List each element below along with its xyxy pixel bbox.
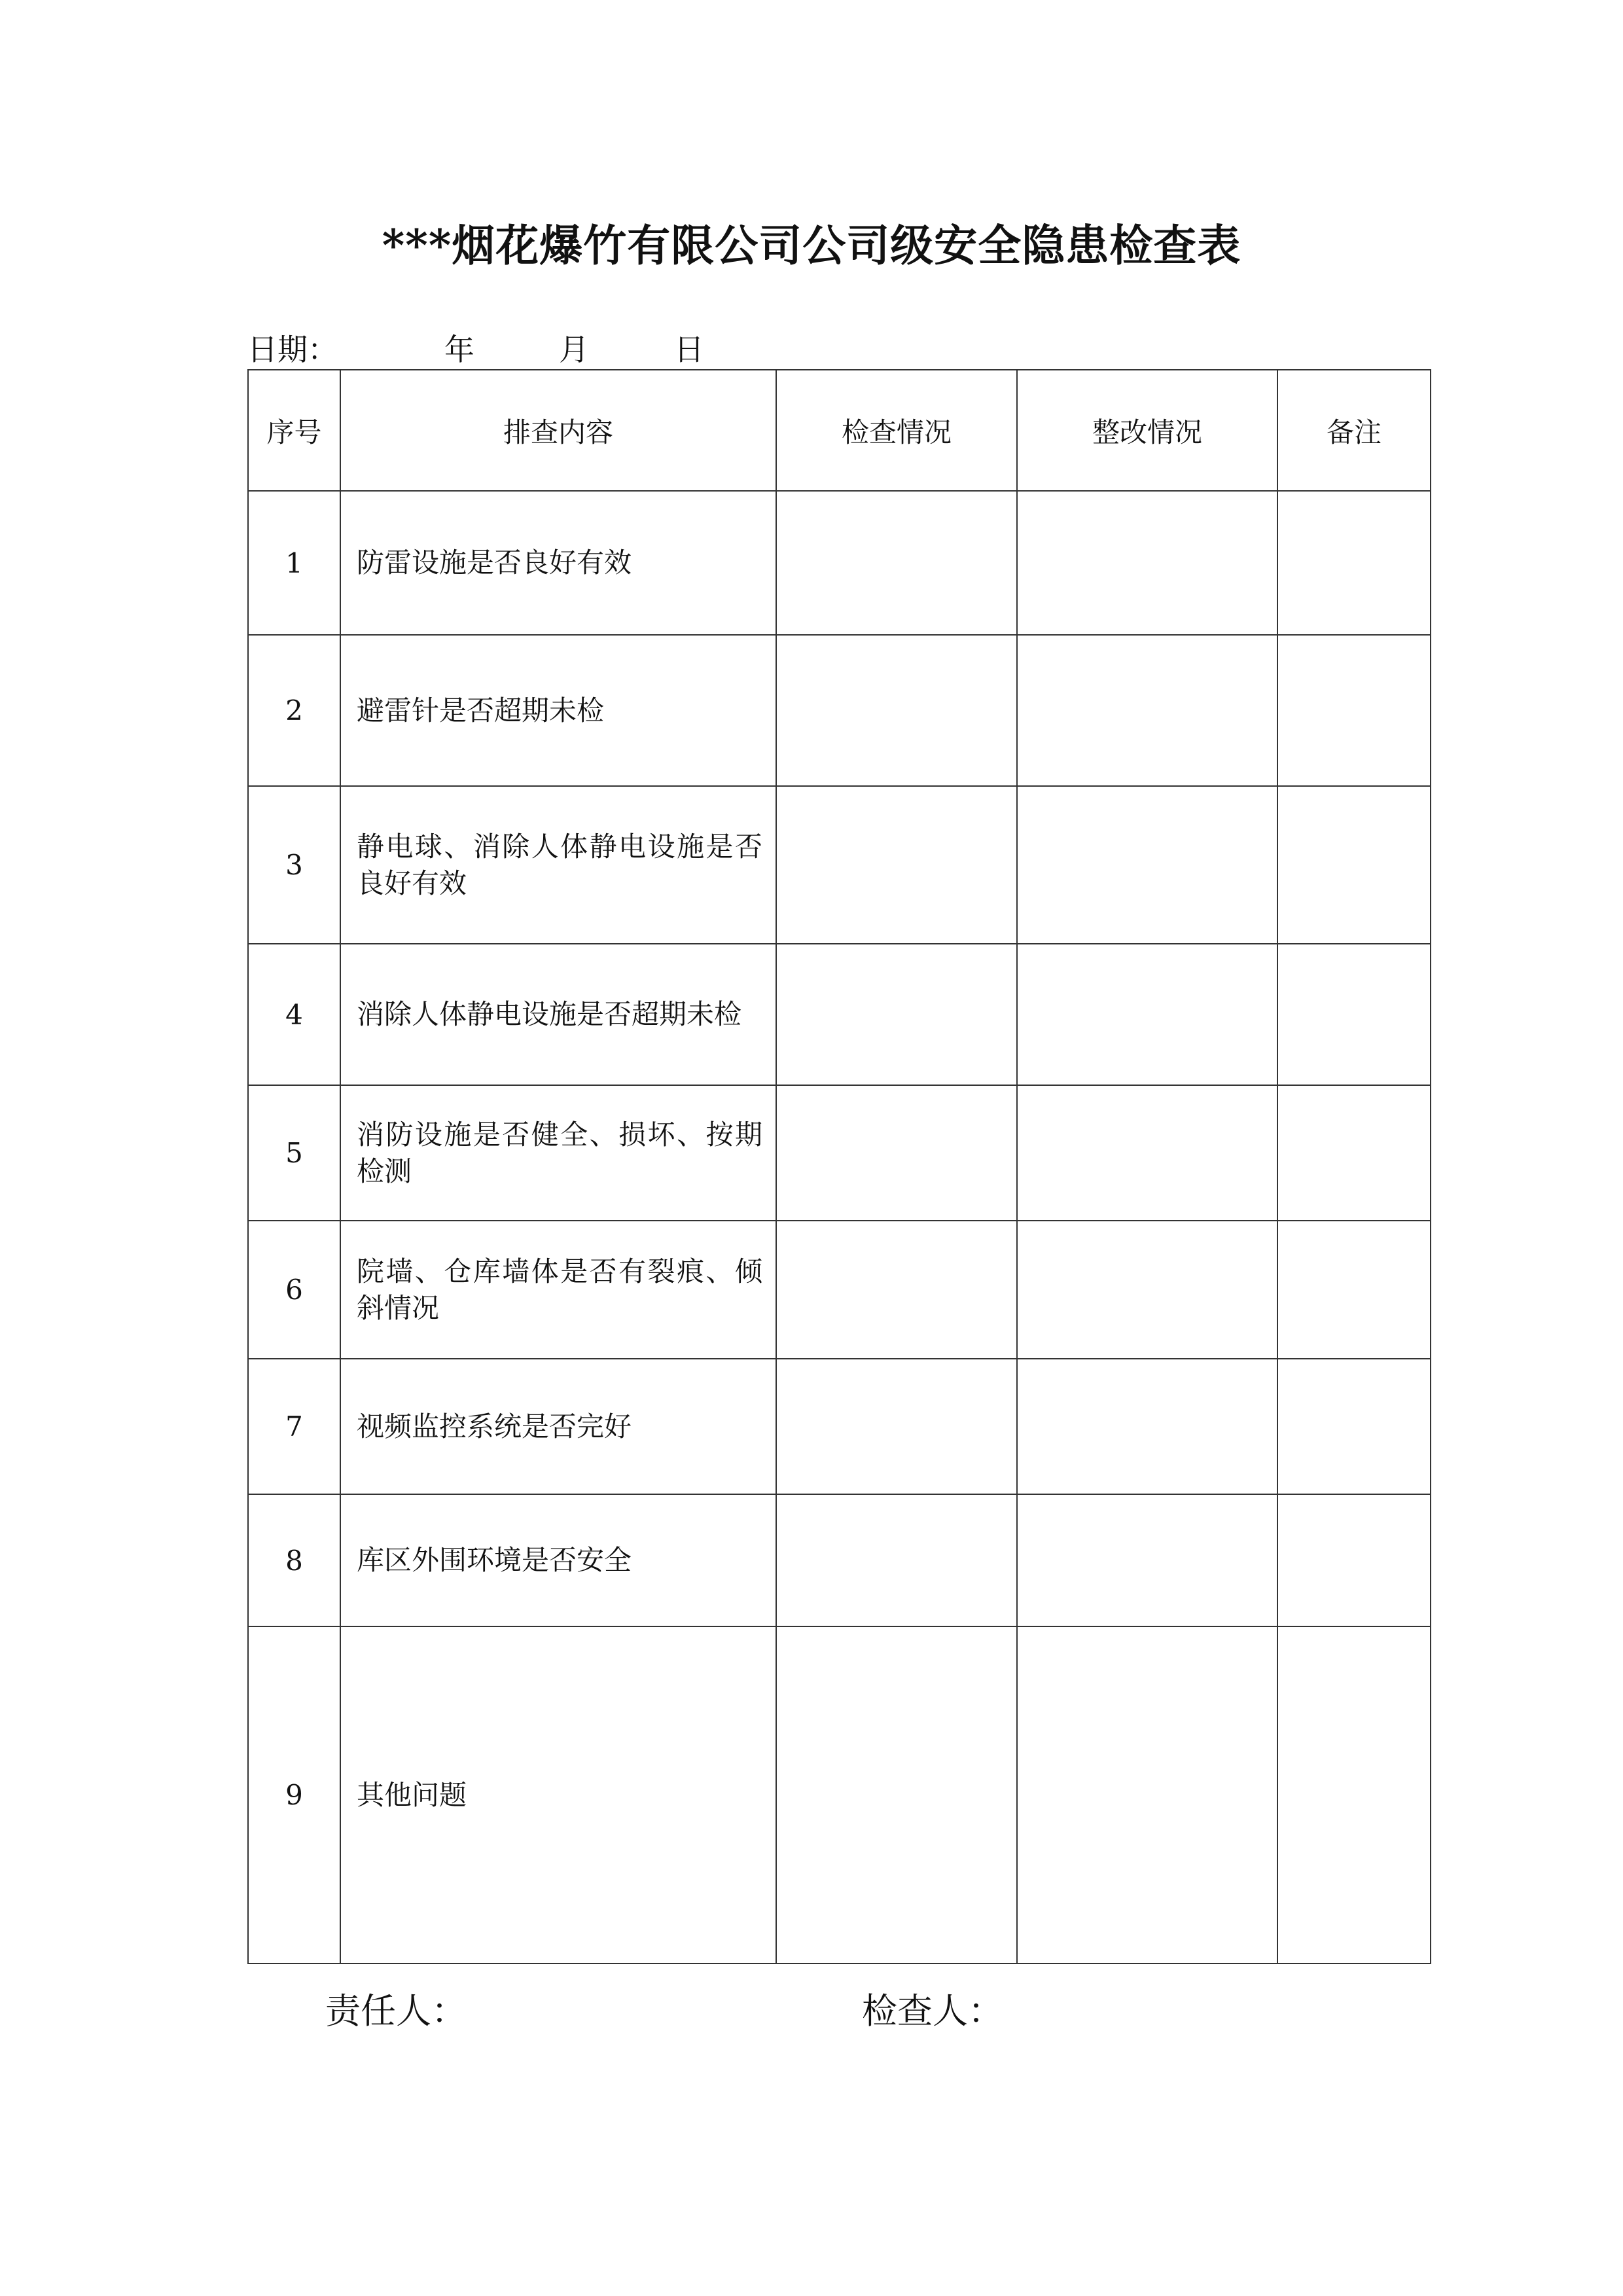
- remark-cell[interactable]: [1277, 491, 1431, 635]
- rectify-cell[interactable]: [1017, 1359, 1277, 1494]
- row-number: 5: [248, 1085, 340, 1221]
- row-number: 8: [248, 1494, 340, 1626]
- responsible-person-label: 责任人：: [325, 1990, 467, 2032]
- header-rectify: 整改情况: [1017, 370, 1277, 491]
- remark-cell[interactable]: [1277, 786, 1431, 944]
- row-item: 防雷设施是否良好有效: [340, 491, 776, 635]
- row-number: 9: [248, 1626, 340, 1964]
- row-item: 消防设施是否健全、损坏、按期检测: [340, 1085, 776, 1221]
- check-cell[interactable]: [776, 944, 1017, 1085]
- row-number: 1: [248, 491, 340, 635]
- table-row: [248, 1626, 1431, 1964]
- table-header-row: [248, 370, 1431, 491]
- remark-cell[interactable]: [1277, 635, 1431, 786]
- rectify-cell[interactable]: [1017, 491, 1277, 635]
- date-day: 日: [674, 332, 704, 367]
- check-cell[interactable]: [776, 786, 1017, 944]
- row-item: 避雷针是否超期未检: [340, 635, 776, 786]
- table-row: [248, 635, 1431, 786]
- table-row: [248, 1221, 1431, 1359]
- row-number: 3: [248, 786, 340, 944]
- rectify-cell[interactable]: [1017, 1626, 1277, 1964]
- row-item: 视频监控系统是否完好: [340, 1359, 776, 1494]
- row-number: 2: [248, 635, 340, 786]
- table-row: [248, 944, 1431, 1085]
- inspector-label: 检查人：: [862, 1990, 1003, 2032]
- check-cell[interactable]: [776, 1221, 1017, 1359]
- date-month: 月: [559, 332, 589, 367]
- check-cell[interactable]: [776, 1494, 1017, 1626]
- rectify-cell[interactable]: [1017, 786, 1277, 944]
- row-number: 6: [248, 1221, 340, 1359]
- check-cell[interactable]: [776, 1359, 1017, 1494]
- row-number: 7: [248, 1359, 340, 1494]
- rectify-cell[interactable]: [1017, 1494, 1277, 1626]
- rectify-cell[interactable]: [1017, 635, 1277, 786]
- row-item: 消除人体静电设施是否超期未检: [340, 944, 776, 1085]
- check-cell[interactable]: [776, 1626, 1017, 1964]
- remark-cell[interactable]: [1277, 944, 1431, 1085]
- date-label: 日期：: [247, 332, 338, 367]
- rectify-cell[interactable]: [1017, 1221, 1277, 1359]
- rectify-cell[interactable]: [1017, 1085, 1277, 1221]
- check-cell[interactable]: [776, 635, 1017, 786]
- header-item: 排查内容: [340, 370, 776, 491]
- row-item: 院墙、仓库墙体是否有裂痕、倾斜情况: [340, 1221, 776, 1359]
- row-item: 其他问题: [340, 1626, 776, 1964]
- rectify-cell[interactable]: [1017, 944, 1277, 1085]
- table-row: [248, 1359, 1431, 1494]
- remark-cell[interactable]: [1277, 1494, 1431, 1626]
- check-cell[interactable]: [776, 1085, 1017, 1221]
- inspection-table: [247, 369, 1431, 1964]
- remark-cell[interactable]: [1277, 1626, 1431, 1964]
- date-year: 年: [444, 332, 474, 367]
- row-item: 静电球、消除人体静电设施是否良好有效: [340, 786, 776, 944]
- remark-cell[interactable]: [1277, 1221, 1431, 1359]
- table-row: [248, 786, 1431, 944]
- check-cell[interactable]: [776, 491, 1017, 635]
- table-row: [248, 1085, 1431, 1221]
- table-row: [248, 1494, 1431, 1626]
- header-no: 序号: [248, 370, 340, 491]
- remark-cell[interactable]: [1277, 1085, 1431, 1221]
- row-item: 库区外围环境是否安全: [340, 1494, 776, 1626]
- header-check: 检查情况: [776, 370, 1017, 491]
- header-remark: 备注: [1277, 370, 1431, 491]
- remark-cell[interactable]: [1277, 1359, 1431, 1494]
- table-row: [248, 491, 1431, 635]
- row-number: 4: [248, 944, 340, 1085]
- document-title: ***烟花爆竹有限公司公司级安全隐患检查表: [382, 220, 1241, 271]
